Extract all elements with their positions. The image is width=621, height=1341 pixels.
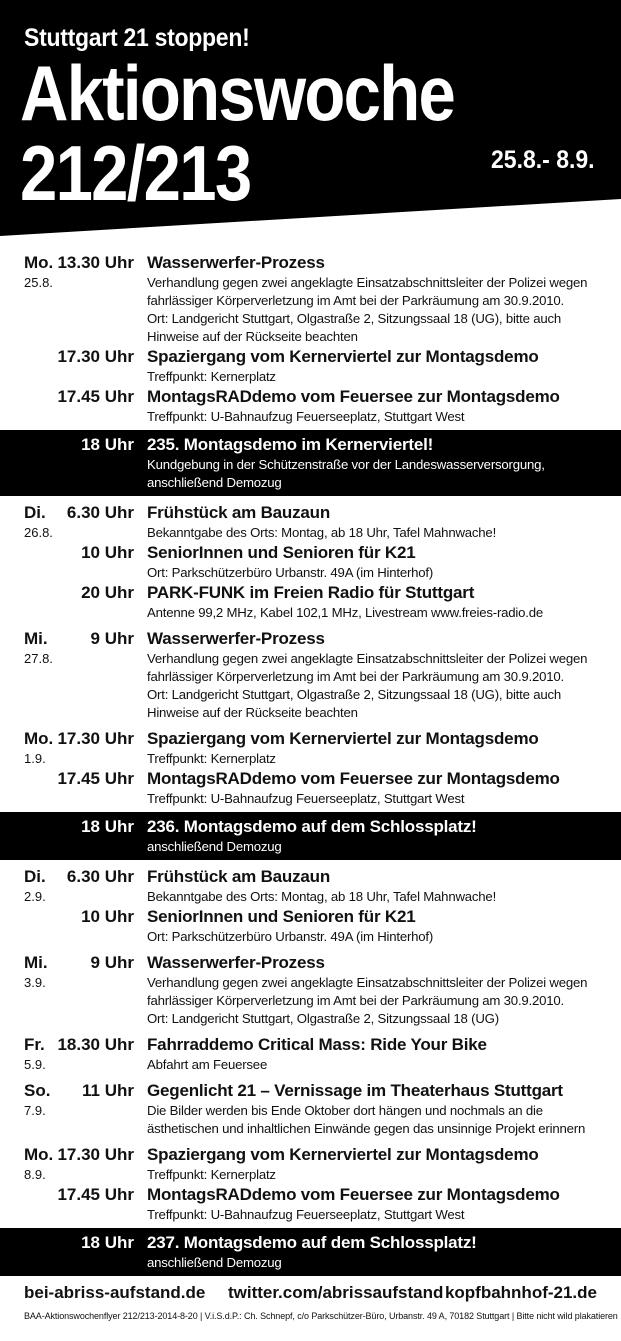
event-time: 10 Uhr (81, 907, 134, 926)
schedule-highlight-row (0, 812, 621, 860)
event-title: Wasserwerfer-Prozess (147, 953, 325, 972)
event-description-line: Treffpunkt: U-Bahnaufzug Feuerseeplatz, Stuttgart West (147, 791, 465, 806)
event-description-line: Ort: Landgericht Stuttgart, Olgastraße 2, Sitzungssaal 18 (UG) (147, 1011, 499, 1026)
event-description-line: Verhandlung gegen zwei angeklagte Einsatzabschnittsleiter der Polizei wegen (147, 651, 588, 666)
event-description-line: Ort: Parkschützerbüro Urbanstr. 49A (im Hinterhof) (147, 929, 434, 944)
event-title: Frühstück am Bauzaun (147, 867, 331, 886)
event-day: Mo. (24, 729, 54, 748)
event-description-line: Ort: Landgericht Stuttgart, Olgastraße 2, Sitzungssaal 18 (UG), bitte auch (147, 311, 562, 326)
schedule-highlight-row (0, 1228, 621, 1276)
event-description-line: Hinweise auf der Rückseite beachten (147, 705, 358, 720)
event-time: 17.45 Uhr (57, 387, 134, 406)
event-description-line: Bekanntgabe des Orts: Montag, ab 18 Uhr, Tafel Mahnwache! (147, 889, 497, 904)
schedule-row (0, 1034, 621, 1074)
event-date: 8.9. (24, 1167, 46, 1182)
footer-imprint: BAA-Aktionswochenflyer 212/213-2014-8-20 | V.i.S.d.P.: Ch. Schnepf, c/o Parkschützer-Büro, Urbanstr. 49 A, 70182 Stuttgart | Bitte nicht wild plakatieren (24, 1311, 618, 1321)
schedule-row (0, 906, 621, 946)
event-time: 6.30 Uhr (66, 867, 134, 886)
event-title: 237. Montagsdemo auf dem Schlossplatz! (147, 1233, 477, 1252)
footer (0, 1283, 621, 1321)
event-title: 236. Montagsdemo auf dem Schlossplatz! (147, 817, 477, 836)
event-title: Gegenlicht 21 – Vernissage im Theaterhaus Stuttgart (147, 1081, 563, 1100)
schedule-row (0, 502, 621, 542)
event-description-line: Verhandlung gegen zwei angeklagte Einsatzabschnittsleiter der Polizei wegen (147, 975, 588, 990)
event-description-line: Abfahrt am Feuersee (147, 1057, 268, 1072)
event-description-line: Antenne 99,2 MHz, Kabel 102,1 MHz, Livestream www.freies-radio.de (147, 605, 544, 620)
event-date: 2.9. (24, 889, 46, 904)
schedule-row (0, 1080, 621, 1138)
schedule-row (0, 582, 621, 622)
event-title: Wasserwerfer-Prozess (147, 629, 325, 648)
event-day: Mi. (24, 629, 48, 648)
event-description-line: Verhandlung gegen zwei angeklagte Einsatzabschnittsleiter der Polizei wegen (147, 275, 588, 290)
schedule-row (0, 728, 621, 768)
header-subtitle: Stuttgart 21 stoppen! (24, 24, 250, 52)
event-title: Spaziergang vom Kernerviertel zur Montagsdemo (147, 1145, 539, 1164)
event-description-line: Treffpunkt: U-Bahnaufzug Feuerseeplatz, Stuttgart West (147, 1207, 465, 1222)
event-description-line: Treffpunkt: Kernerplatz (147, 751, 276, 766)
event-description-line: Kundgebung in der Schützenstraße vor der Landeswasserversorgung, (147, 457, 545, 472)
event-day: Di. (24, 503, 46, 522)
event-day: Fr. (24, 1035, 45, 1054)
event-description-line: Die Bilder werden bis Ende Oktober dort hängen und nochmals an die (147, 1103, 543, 1118)
event-time: 20 Uhr (81, 583, 134, 602)
schedule-row (0, 1144, 621, 1184)
header-title: Aktionswoche (20, 49, 455, 137)
event-date: 5.9. (24, 1057, 46, 1072)
event-description-line: anschließend Demozug (147, 1255, 282, 1270)
event-description-line: fahrlässiger Körperverletzung im Amt bei der Parkräumung am 30.9.2010. (147, 293, 565, 308)
footer-link-twitter[interactable]: twitter.com/abrissaufstand (228, 1283, 444, 1302)
schedule-row (0, 628, 621, 722)
event-time: 9 Uhr (90, 953, 134, 972)
event-description-line: anschließend Demozug (147, 475, 282, 490)
event-date: 27.8. (24, 651, 53, 666)
schedule-row (0, 768, 621, 808)
schedule-row (0, 386, 621, 426)
schedule-row (0, 866, 621, 906)
event-description-line: Ort: Parkschützerbüro Urbanstr. 49A (im Hinterhof) (147, 565, 434, 580)
event-time: 9 Uhr (90, 629, 134, 648)
event-description-line: Ort: Landgericht Stuttgart, Olgastraße 2, Sitzungssaal 18 (UG), bitte auch (147, 687, 562, 702)
event-description-line: fahrlässiger Körperverletzung im Amt bei der Parkräumung am 30.9.2010. (147, 669, 565, 684)
event-time: 18 Uhr (81, 817, 134, 836)
event-title: Wasserwerfer-Prozess (147, 253, 325, 272)
footer-link-kopfbahnhof[interactable]: kopfbahnhof-21.de (444, 1283, 597, 1302)
footer-link-website[interactable]: bei-abriss-aufstand.de (24, 1283, 206, 1302)
event-date: 25.8. (24, 275, 53, 290)
event-description-line: Treffpunkt: Kernerplatz (147, 1167, 276, 1182)
event-date: 1.9. (24, 751, 46, 766)
schedule-highlight-row (0, 430, 621, 496)
schedule-row (0, 542, 621, 582)
event-title: MontagsRADdemo vom Feuersee zur Montagsdemo (147, 1185, 560, 1204)
footer-links (0, 1283, 621, 1307)
event-title: Spaziergang vom Kernerviertel zur Montagsdemo (147, 347, 539, 366)
event-description-line: fahrlässiger Körperverletzung im Amt bei der Parkräumung am 30.9.2010. (147, 993, 565, 1008)
event-title: MontagsRADdemo vom Feuersee zur Montagsdemo (147, 769, 560, 788)
event-title: SeniorInnen und Senioren für K21 (147, 543, 416, 562)
event-title: Fahrraddemo Critical Mass: Ride Your Bike (147, 1035, 487, 1054)
schedule-row (0, 252, 621, 346)
event-day: So. (24, 1081, 51, 1100)
event-time: 17.45 Uhr (57, 1185, 134, 1204)
event-time: 17.30 Uhr (57, 347, 134, 366)
event-title: Frühstück am Bauzaun (147, 503, 331, 522)
event-time: 18.30 Uhr (57, 1035, 134, 1054)
event-description-line: Treffpunkt: Kernerplatz (147, 369, 276, 384)
event-description-line: Bekanntgabe des Orts: Montag, ab 18 Uhr, Tafel Mahnwache! (147, 525, 497, 540)
event-time: 17.45 Uhr (57, 769, 134, 788)
event-time: 18 Uhr (81, 1233, 134, 1252)
event-time: 13.30 Uhr (57, 253, 134, 272)
event-description-line: Treffpunkt: U-Bahnaufzug Feuerseeplatz, Stuttgart West (147, 409, 465, 424)
event-time: 6.30 Uhr (66, 503, 134, 522)
event-day: Di. (24, 867, 46, 886)
event-time: 17.30 Uhr (57, 1145, 134, 1164)
event-description-line: anschließend Demozug (147, 839, 282, 854)
event-title: MontagsRADdemo vom Feuersee zur Montagsdemo (147, 387, 560, 406)
event-time: 10 Uhr (81, 543, 134, 562)
event-title: 235. Montagsdemo im Kernerviertel! (147, 435, 434, 454)
schedule-row (0, 346, 621, 386)
event-title: Spaziergang vom Kernerviertel zur Montagsdemo (147, 729, 539, 748)
event-day: Mi. (24, 953, 48, 972)
schedule-row (0, 1184, 621, 1224)
event-date: 26.8. (24, 525, 53, 540)
header-number: 212/213 (20, 129, 251, 217)
event-date: 3.9. (24, 975, 46, 990)
event-date: 7.9. (24, 1103, 46, 1118)
event-description-line: ästhetischen und inhaltlichen Einwände gegen das unsinnige Projekt erinnern (147, 1121, 586, 1136)
schedule-list (0, 252, 621, 1282)
header-dates: 25.8.- 8.9. (491, 146, 595, 174)
header-banner (0, 0, 621, 238)
event-description-line: Hinweise auf der Rückseite beachten (147, 329, 358, 344)
event-time: 17.30 Uhr (57, 729, 134, 748)
event-title: PARK-FUNK im Freien Radio für Stuttgart (147, 583, 475, 602)
event-day: Mo. (24, 1145, 54, 1164)
schedule-row (0, 952, 621, 1028)
event-time: 11 Uhr (82, 1081, 134, 1100)
event-time: 18 Uhr (81, 435, 134, 454)
event-title: SeniorInnen und Senioren für K21 (147, 907, 416, 926)
event-day: Mo. (24, 253, 54, 272)
